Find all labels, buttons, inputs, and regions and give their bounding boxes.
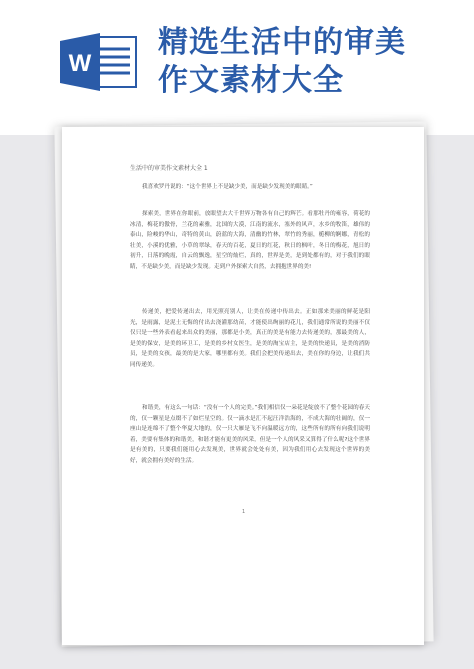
title-line-2: 作文素材大全	[158, 63, 344, 98]
page-number: 1	[242, 509, 246, 515]
word-icon	[60, 33, 138, 91]
paragraph-3: 传递美，把爱传递出去，用光照亮别人，让美在传递中传出去。正如那来美丽的鲜花是阳光，是雨露，是泥土无悔的付出去浇灌那幼苗，才能使出绚丽的花儿，我们通常所说的美丽不仅仅只是一些外表看起来出众的美丽，那都是小美，真正的美是有能力去传递美的，那最美的人，是美的保安，是美的环卫工，是美的乡村女医生，是美的淘宝店主，是美的快递员，是美的消防员，是美的女孩，最美的是大家，哪里都有美。我们会把美传递出去，美在你的身边，让我们共同传递美。	[130, 309, 370, 368]
document-heading: 生活中的审美作文素材大全 1	[130, 165, 208, 172]
document-page	[62, 127, 424, 645]
paragraph-4: 和谐美，有这么一句话：“没有一个人的完美。”我们相信仅一朵花是绽放不了整个花园的春天的，仅一颗星是点缀不了如烂星空的。仅一滴水是汇不起汪洋浩海的，不成大海的壮阔的，仅一座山是连绵不了整个华夏大地的，仅一只大雁是飞不向温暖远方的，这些所有的所有向我们说明着，美要有集体的和谐美，和谐才能有更美的风采，但是一个人的风采又算得了什么呢?这个世界是有美的，只要我们能用心去发现美，世界就会处处有美，因为我们用心去发现这个世界的美好，就会拥有美好的生活。	[130, 405, 370, 464]
paragraph-1: 我喜欢罗丹说的：“这个世界上不是缺少美，而是缺少发现美的眼睛。”	[142, 184, 313, 190]
title-line-1: 精选生活中的审美	[158, 25, 406, 60]
paragraph-2: 探索美，世界在你眼前，放眼望去大千世界万物各有自己的辉芒。看那牡丹的雍容，荷花的冰清，梅花的傲骨，兰花的素雅，北国的大漠，江南的流水，塞外的风声，水乡的牧笛，雄伟的泰山，险峻的华山，奇特的黄山，蔚蓝的大海，清幽的竹林，翠竹的秀丽，栀柳的婀娜，青松的壮美，小溪的优雅，小草的翠绿，春天的百花，夏日的红花，秋日的枫叶，冬日的梅花，旭日的初升，日落的晚霞，自云的飘逸，星空的灿烂，真的，世界是美，是到处都有的，对于我们的眼睛，不是缺少美，而是缺少发现。走到户外探索大自然，去拥抱世界的美!	[130, 211, 370, 270]
word-logo-letter: W	[68, 50, 92, 77]
header-band	[0, 0, 474, 135]
page-title	[158, 24, 468, 100]
